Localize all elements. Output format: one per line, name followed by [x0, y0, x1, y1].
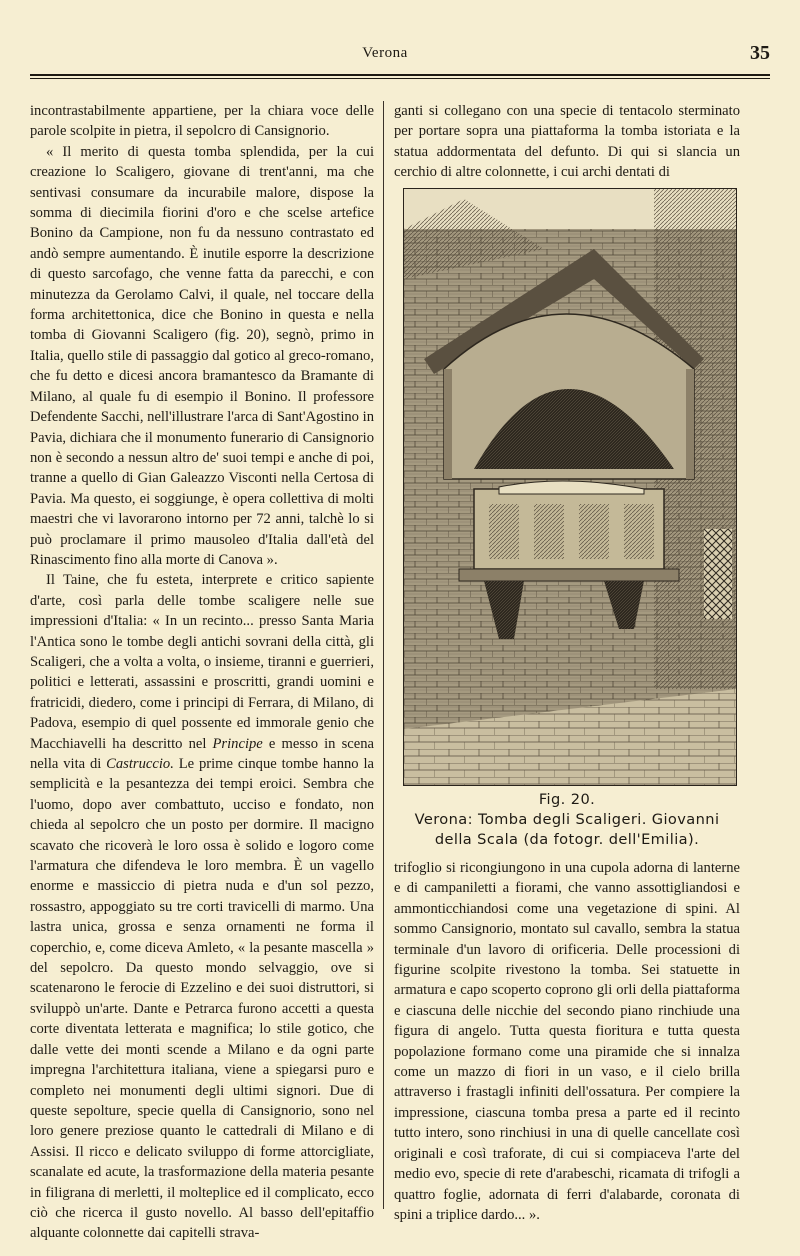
caption-line-2: della Scala (da fotogr. dell'Emilia).: [434, 831, 700, 848]
right-column-top: [394, 101, 740, 183]
italic-principe: Principe: [212, 735, 263, 752]
paragraph-continued: ganti si collegano con una specie di tentacolo sterminato per portare sopra una piattaforma la tomba istoriata e la statua addormentata del defunto. Di qui si slancia un cerchio di altre colonnette, i cui archi dentati di: [394, 103, 740, 181]
figure-engraving: [403, 188, 737, 786]
header-rule-thin: [30, 78, 770, 79]
paragraph-3-mid: e messo in scena nella vita di: [30, 735, 374, 772]
column-divider: [383, 101, 384, 1209]
running-head: [0, 42, 800, 66]
tomb-engraving-illustration: [404, 189, 736, 785]
paragraph-3: [30, 570, 374, 1243]
paragraph-3-tail: Le prime cinque tombe hanno la semplicità e la pesantezza dei tempi eroici. Sembra che l'uomo, dopo aver combattuto, ucciso e fondato, non chieda al sepolcro che un posto per dormire. Il macigno scavato che ricoverà le loro ossa è solido e logoro come l'armatura che difendeva le loro membra. È un vagello enorme e massiccio di pietra nuda e d'un sol pezzo, rossastro, appoggiato su tre corti travicelli di marmo. Una lastra unica, grossa e senza ornamenti ne forma il coperchio, e, come diceva Amleto, « la pesante mascella » del sepolcro. Da questo mondo selvaggio, ove si scatenarono le ferocie di Ezzelino e dei suoi distruttori, si sviluppò un'arte. Dante e Petrarca furono accetti a questa corte diventata letterata e magnifica; lo stile gotico, che dalle vette dei monti scende a Milano e da ogni parte impregna l'architettura italiana, viene a spiegarsi puro e completo nei monumenti degli ultimi signori. Due di queste sepolture, specie quella di Cansignorio, sono nel loro genere preziose quanto le cattedrali di Milano e di Assisi. Il ricco e delicato sviluppo di forme attorcigliate, scanalate ed acute, la trasformazione della materia pesante in filigrana di merletti, il molteplice ed il complicato, ecco ciò che ricerca il gusto novello. Al basso dell'epitaffio alquante colonnette dai capitelli strava-: [30, 756, 374, 1242]
italic-castruccio: Castruccio.: [106, 756, 174, 772]
figure-caption: [394, 790, 740, 850]
running-title: Verona: [362, 45, 408, 61]
left-column: [30, 101, 374, 1244]
paragraph-1: incontrastabilmente appartiene, per la chiara voce delle parole scolpite in pietra, il sepolcro di Cansignorio.: [30, 103, 374, 140]
paragraph-2: « Il merito di questa tomba splendida, per la cui creazione lo Scaligero, giovane di trent'anni, ma che sentivasi consumare da incurabile malore, dispose la somma di diecimila fiorini d'oro e che scelse artefice Bonino da Campione, non fu da nessuno contrastato ed andò sempre aumentando. È inutile esporre la descrizione di questo sarcofago, che venne fatta da parecchi, e con minutezza da Gerolamo Calvi, il quale, nel toccare della forma architettonica, dice che Bonino in questa e nella tomba di Giovanni Scaligero (fig. 20), segnò, primo in Italia, quello stile di passaggio dal gotico al greco-romano, che fu detto e dicesi ancora bramantesco da Bramante di Milano, al quale fu di esempio il Bonino. Il professore Defendente Sacchi, nell'illustrare l'arca di Sant'Agostino in Pavia, dichiara che il monumento funerario di Cansignorio non è secondo a nessun altro de' suoi tempi e anche di poi, tranne a quello di Gian Galeazzo Visconti nella Certosa di Pavia. Ma questo, ei soggiunge, è opera collettiva di molti maestri che vi lavorarono intorno per 72 anni, talchè lo si può proclamare il primo mausoleo d'Italia dall'età del Rinascimento fino alla morte di Canova ».: [30, 143, 374, 568]
header-rule: [30, 74, 770, 76]
right-column-bottom: [394, 858, 740, 1225]
figure-label: Fig. 20.: [538, 791, 596, 808]
caption-line-1: Verona: Tomba degli Scaligeri. Giovanni: [414, 811, 720, 828]
paragraph-right-bottom: trifoglio si ricongiungono in una cupola adorna di lanterne e di campaniletti a fiorami, che vanno assottigliandosi e ammonticchiandosi come una vegetazione di spini. Al sommo Cansignorio, montato sul cavallo, sembra la statua terminale d'un lavoro di orificeria. Delle processioni di figurine scolpite rivestono la tomba. Sei statuette in armatura e capo scoperto coprono gli orli della piattaforma e ciascuna delle nicchie del secondo piano rinchiude una figura di angelo. Tutta questa fioritura e tutta questa popolazione formano come una piramide che si innalza come un mazzo di fiori in un vaso, e il cielo brilla attraverso i frastagli infiniti dell'ossatura. Per compiere la impressione, ciascuna tomba presa a parte ed il recinto tutto intero, sono rinchiusi in una di quelle cancellate così originali e così traforate, di cui si compiaceva l'arte del medio evo, specie di rete d'arabeschi, ricamata di trifogli a quattro foglie, adornata di ferri d'alabarde, coronata di spini a triplice dardo... ».: [394, 860, 740, 1223]
paragraph-3-start: Il Taine, che fu esteta, interprete e critico sapiente d'arte, così parla delle tombe scaligere nelle sue impressioni d'Italia: « In un recinto... presso Santa Maria l'Antica sono le tombe degli antichi sovrani della città, gli Scaligeri, che a volta a volta, o insieme, tiranni e guerrieri, politici e letterati, assassini e proscritti, grandi uomini e fratricidi, diedero, come i principi di Ferrara, di Milano, di Padova, esempio di quel possente ed immorale genio che Macchiavelli ha descritto nel: [30, 572, 374, 752]
page-number: 35: [750, 42, 770, 64]
